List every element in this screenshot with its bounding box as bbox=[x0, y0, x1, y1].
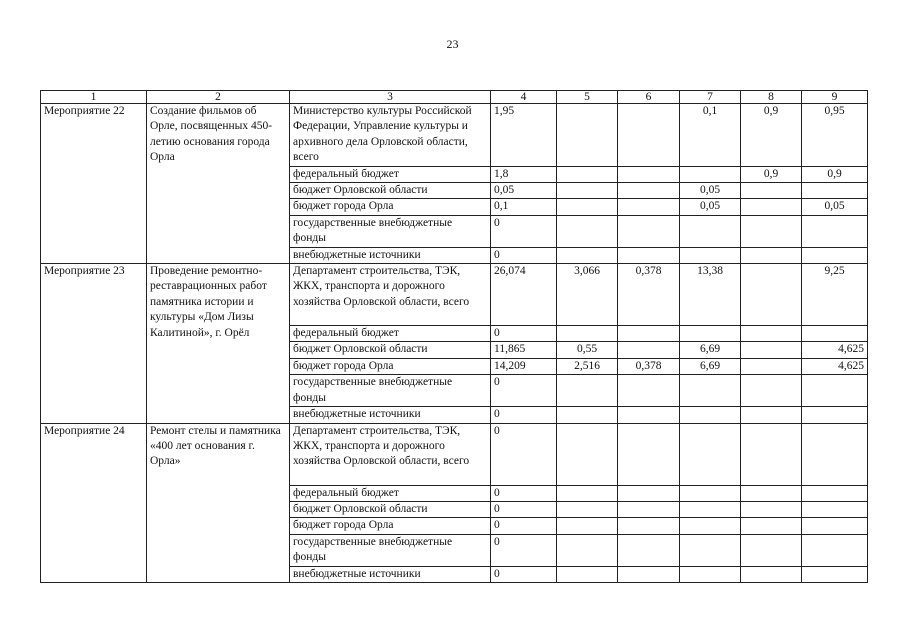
total-cell: 0 bbox=[491, 501, 557, 517]
value-cell-8 bbox=[741, 264, 802, 326]
value-cell-9 bbox=[802, 518, 868, 534]
value-cell-5 bbox=[557, 183, 618, 199]
value-cell-5 bbox=[557, 423, 618, 485]
measure-title-cell: Создание фильмов об Орле, посвященных 450-летию основания города Орла bbox=[147, 104, 290, 264]
value-cell-7: 0,05 bbox=[680, 199, 741, 215]
value-cell-5: 3,066 bbox=[557, 264, 618, 326]
value-cell-9 bbox=[802, 566, 868, 582]
funding-source-cell: федеральный бюджет bbox=[290, 166, 491, 182]
value-cell-6 bbox=[618, 518, 680, 534]
value-cell-7 bbox=[680, 485, 741, 501]
measure-title-cell: Проведение ремонтно-реставрационных работ памятника истории и культуры «Дом Лизы Калитиной», г. Орёл bbox=[147, 264, 290, 423]
value-cell-7 bbox=[680, 501, 741, 517]
total-cell: 0,1 bbox=[491, 199, 557, 215]
total-cell: 0 bbox=[491, 215, 557, 247]
value-cell-7: 6,69 bbox=[680, 358, 741, 374]
total-cell: 0 bbox=[491, 423, 557, 485]
value-cell-7 bbox=[680, 247, 741, 263]
value-cell-6 bbox=[618, 326, 680, 342]
measure-id-cell: Мероприятие 22 bbox=[41, 104, 147, 264]
col-header-9: 9 bbox=[802, 91, 868, 104]
value-cell-8 bbox=[741, 423, 802, 485]
value-cell-5 bbox=[557, 485, 618, 501]
col-header-6: 6 bbox=[618, 91, 680, 104]
measure-title-cell: Ремонт стелы и памятника «400 лет основания г. Орла» bbox=[147, 423, 290, 582]
value-cell-5 bbox=[557, 518, 618, 534]
value-cell-7 bbox=[680, 326, 741, 342]
value-cell-7 bbox=[680, 407, 741, 423]
value-cell-9 bbox=[802, 247, 868, 263]
value-cell-9 bbox=[802, 183, 868, 199]
value-cell-7: 6,69 bbox=[680, 342, 741, 358]
value-cell-6 bbox=[618, 199, 680, 215]
value-cell-7 bbox=[680, 518, 741, 534]
value-cell-8 bbox=[741, 518, 802, 534]
funding-source-cell: государственные внебюджетные фонды bbox=[290, 375, 491, 407]
value-cell-8 bbox=[741, 566, 802, 582]
value-cell-5 bbox=[557, 501, 618, 517]
funding-source-cell: Департамент строительства, ТЭК, ЖКХ, транспорта и дорожного хозяйства Орловской области, всего bbox=[290, 423, 491, 485]
value-cell-5 bbox=[557, 199, 618, 215]
value-cell-8 bbox=[741, 247, 802, 263]
total-cell: 0 bbox=[491, 375, 557, 407]
value-cell-6 bbox=[618, 375, 680, 407]
value-cell-9 bbox=[802, 375, 868, 407]
value-cell-9 bbox=[802, 407, 868, 423]
funding-source-cell: бюджет города Орла bbox=[290, 518, 491, 534]
value-cell-8 bbox=[741, 407, 802, 423]
table-row bbox=[41, 264, 868, 326]
value-cell-7: 0,05 bbox=[680, 183, 741, 199]
funding-source-cell: федеральный бюджет bbox=[290, 485, 491, 501]
value-cell-8 bbox=[741, 534, 802, 566]
value-cell-5 bbox=[557, 407, 618, 423]
value-cell-5 bbox=[557, 375, 618, 407]
value-cell-6: 0,378 bbox=[618, 264, 680, 326]
total-cell: 0 bbox=[491, 566, 557, 582]
funding-source-cell: государственные внебюджетные фонды bbox=[290, 534, 491, 566]
value-cell-6 bbox=[618, 215, 680, 247]
value-cell-8 bbox=[741, 342, 802, 358]
value-cell-7 bbox=[680, 423, 741, 485]
total-cell: 26,074 bbox=[491, 264, 557, 326]
value-cell-8 bbox=[741, 183, 802, 199]
value-cell-9: 9,25 bbox=[802, 264, 868, 326]
value-cell-7 bbox=[680, 534, 741, 566]
table-row bbox=[41, 423, 868, 485]
value-cell-8 bbox=[741, 199, 802, 215]
funding-source-cell: федеральный бюджет bbox=[290, 326, 491, 342]
funding-source-cell: внебюджетные источники bbox=[290, 566, 491, 582]
value-cell-9: 0,05 bbox=[802, 199, 868, 215]
value-cell-8 bbox=[741, 501, 802, 517]
value-cell-9 bbox=[802, 215, 868, 247]
value-cell-6 bbox=[618, 183, 680, 199]
value-cell-5 bbox=[557, 215, 618, 247]
value-cell-6 bbox=[618, 407, 680, 423]
value-cell-8: 0,9 bbox=[741, 104, 802, 167]
funding-source-cell: государственные внебюджетные фонды bbox=[290, 215, 491, 247]
total-cell: 0 bbox=[491, 534, 557, 566]
value-cell-9: 4,625 bbox=[802, 342, 868, 358]
funding-source-cell: бюджет Орловской области bbox=[290, 501, 491, 517]
value-cell-8 bbox=[741, 358, 802, 374]
col-header-1: 1 bbox=[41, 91, 147, 104]
total-cell: 0 bbox=[491, 326, 557, 342]
col-header-4: 4 bbox=[491, 91, 557, 104]
total-cell: 14,209 bbox=[491, 358, 557, 374]
funding-source-cell: бюджет города Орла bbox=[290, 358, 491, 374]
value-cell-6 bbox=[618, 534, 680, 566]
funding-source-cell: внебюджетные источники bbox=[290, 247, 491, 263]
value-cell-9: 0,9 bbox=[802, 166, 868, 182]
value-cell-5: 2,516 bbox=[557, 358, 618, 374]
value-cell-9: 0,95 bbox=[802, 104, 868, 167]
col-header-3: 3 bbox=[290, 91, 491, 104]
value-cell-7 bbox=[680, 566, 741, 582]
value-cell-8: 0,9 bbox=[741, 166, 802, 182]
total-cell: 1,95 bbox=[491, 104, 557, 167]
funding-source-cell: Департамент строительства, ТЭК, ЖКХ, транспорта и дорожного хозяйства Орловской области, всего bbox=[290, 264, 491, 326]
value-cell-7 bbox=[680, 375, 741, 407]
value-cell-7: 13,38 bbox=[680, 264, 741, 326]
total-cell: 0,05 bbox=[491, 183, 557, 199]
page-number: 23 bbox=[446, 37, 459, 51]
value-cell-7 bbox=[680, 166, 741, 182]
value-cell-7 bbox=[680, 215, 741, 247]
value-cell-5 bbox=[557, 166, 618, 182]
col-header-7: 7 bbox=[680, 91, 741, 104]
value-cell-5 bbox=[557, 326, 618, 342]
header-row bbox=[41, 91, 868, 104]
value-cell-6 bbox=[618, 501, 680, 517]
value-cell-6 bbox=[618, 485, 680, 501]
funding-source-cell: бюджет Орловской области bbox=[290, 342, 491, 358]
value-cell-6 bbox=[618, 166, 680, 182]
value-cell-6 bbox=[618, 342, 680, 358]
value-cell-7: 0,1 bbox=[680, 104, 741, 167]
total-cell: 0 bbox=[491, 518, 557, 534]
col-header-8: 8 bbox=[741, 91, 802, 104]
value-cell-5: 0,55 bbox=[557, 342, 618, 358]
table-row bbox=[41, 104, 868, 167]
total-cell: 1,8 bbox=[491, 166, 557, 182]
value-cell-8 bbox=[741, 215, 802, 247]
value-cell-8 bbox=[741, 485, 802, 501]
total-cell: 0 bbox=[491, 247, 557, 263]
value-cell-9 bbox=[802, 485, 868, 501]
funding-source-cell: внебюджетные источники bbox=[290, 407, 491, 423]
col-header-2: 2 bbox=[147, 91, 290, 104]
value-cell-5 bbox=[557, 247, 618, 263]
value-cell-6 bbox=[618, 247, 680, 263]
value-cell-6 bbox=[618, 566, 680, 582]
total-cell: 11,865 bbox=[491, 342, 557, 358]
value-cell-6 bbox=[618, 104, 680, 167]
value-cell-9: 4,625 bbox=[802, 358, 868, 374]
value-cell-9 bbox=[802, 534, 868, 566]
value-cell-8 bbox=[741, 326, 802, 342]
value-cell-5 bbox=[557, 534, 618, 566]
funding-source-cell: бюджет города Орла bbox=[290, 199, 491, 215]
total-cell: 0 bbox=[491, 407, 557, 423]
value-cell-9 bbox=[802, 326, 868, 342]
value-cell-9 bbox=[802, 423, 868, 485]
value-cell-6: 0,378 bbox=[618, 358, 680, 374]
col-header-5: 5 bbox=[557, 91, 618, 104]
measure-id-cell: Мероприятие 23 bbox=[41, 264, 147, 423]
measure-id-cell: Мероприятие 24 bbox=[41, 423, 147, 582]
budget-table bbox=[40, 90, 868, 583]
funding-source-cell: Министерство культуры Российской Федерации, Управление культуры и архивного дела Орловской области, всего bbox=[290, 104, 491, 167]
value-cell-6 bbox=[618, 423, 680, 485]
total-cell: 0 bbox=[491, 485, 557, 501]
value-cell-5 bbox=[557, 104, 618, 167]
value-cell-8 bbox=[741, 375, 802, 407]
funding-source-cell: бюджет Орловской области bbox=[290, 183, 491, 199]
value-cell-9 bbox=[802, 501, 868, 517]
value-cell-5 bbox=[557, 566, 618, 582]
